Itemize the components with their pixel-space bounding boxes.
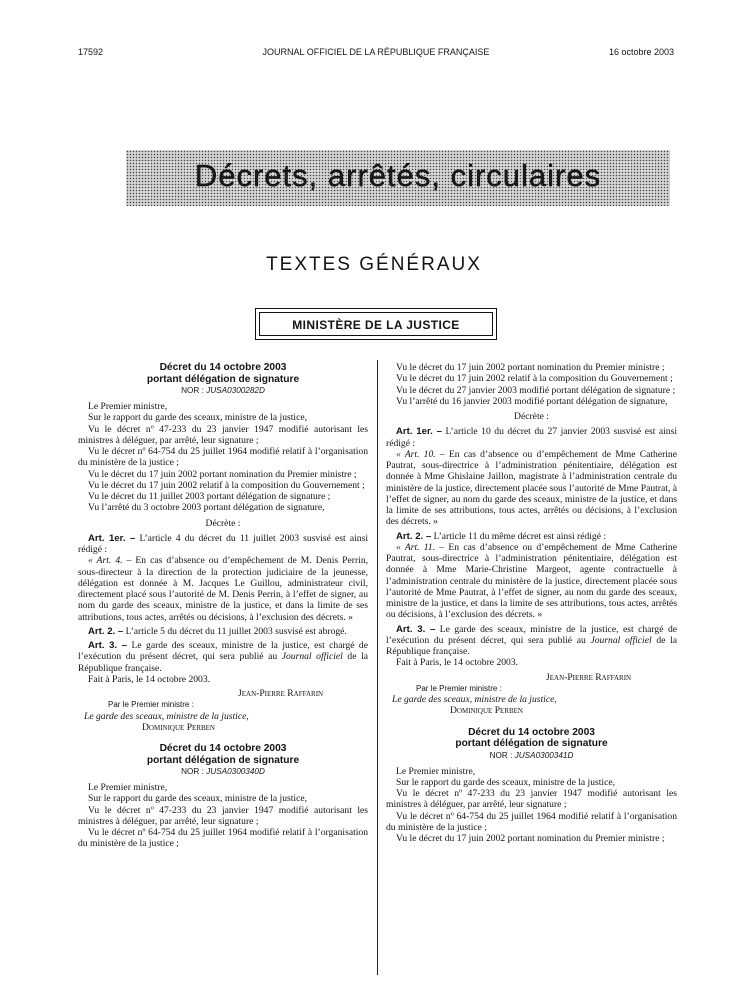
nor-reference xyxy=(386,750,677,762)
ministry-title: MINISTÈRE DE LA JUSTICE xyxy=(292,318,460,332)
banner-title: Décrets, arrêtés, circulaires xyxy=(194,158,602,193)
article-quote xyxy=(386,542,677,621)
article-label: Art. 1er. – xyxy=(88,532,136,544)
decree-intro: Le Premier ministre, xyxy=(88,401,168,412)
nor-label: NOR : xyxy=(181,386,204,395)
visa: Vu le décret nº 64-754 du 25 juillet 1964 modifié relatif à l’organisation du ministère de la justice ; xyxy=(78,446,368,469)
left-column xyxy=(78,362,368,850)
running-header xyxy=(78,47,674,61)
article-3 xyxy=(386,624,677,658)
article-text: L’article 5 du décret du 11 juillet 2003 susvisé est abrogé. xyxy=(125,625,347,637)
article-text: L’article 4 du décret du 11 juillet 2003 susvisé est ainsi rédigé : xyxy=(78,532,368,555)
minister-name: Dominique Perben xyxy=(450,705,523,717)
section-title: TEXTES GÉNÉRAUX xyxy=(266,254,482,275)
visa: Vu le décret du 17 juin 2002 relatif à la composition du Gouvernement ; xyxy=(88,479,365,491)
visa: Vu le décret nº 47-233 du 23 janvier 1947 modifié autorisant les ministres à déléguer, par arrêté, leur signature ; xyxy=(78,804,368,827)
nor-reference xyxy=(78,385,368,397)
journal-name: Journal officiel xyxy=(590,634,652,646)
decree-3 xyxy=(386,727,677,845)
decree-1 xyxy=(78,362,368,733)
article-text: de la République française. xyxy=(386,634,677,657)
article-quote xyxy=(386,449,677,528)
article-3 xyxy=(78,640,368,674)
section-banner xyxy=(126,150,670,206)
decree-2-continued xyxy=(386,362,677,717)
article-1 xyxy=(78,533,368,556)
ministry-box xyxy=(255,308,497,340)
minister-name: Dominique Perben xyxy=(142,721,215,733)
article-label: Art. 2. – xyxy=(88,625,124,637)
article-text: L’article 10 du décret du 27 janvier 2003 susvisé est ainsi rédigé : xyxy=(386,426,678,449)
decree-intro: Le Premier ministre, xyxy=(88,782,168,793)
quote-label: « Art. 11. – xyxy=(396,541,445,553)
visa: Vu le décret nº 64-754 du 25 juillet 1964 modifié relatif à l’organisation du ministère de la justice ; xyxy=(386,810,677,833)
page-number: 17592 xyxy=(78,47,104,57)
decree-title-line1: Décret du 14 octobre 2003 xyxy=(159,362,287,373)
nor-code: JUSA0300282D xyxy=(206,386,265,395)
visa: Vu le décret du 17 juin 2002 relatif à la composition du Gouvernement ; xyxy=(396,373,673,385)
quote-label: « Art. 4. – xyxy=(88,555,132,567)
decree-title-line2: portant délégation de signature xyxy=(455,738,608,749)
decree-title-line1: Décret du 14 octobre 2003 xyxy=(159,743,287,754)
signature: Jean-Pierre Raffarin xyxy=(546,671,632,683)
article-2 xyxy=(386,531,677,542)
right-column xyxy=(386,362,677,844)
article-label: Art. 1er. – xyxy=(396,426,442,438)
article-quote xyxy=(78,555,368,623)
done-at: Fait à Paris, le 14 octobre 2003. xyxy=(396,657,519,669)
visa: Vu l’arrêté du 16 janvier 2003 modifié portant délégation de signature, xyxy=(396,395,668,407)
article-label: Art. 3. – xyxy=(88,640,128,651)
nor-code: JUSA0300340D xyxy=(206,767,265,776)
nor-label: NOR : xyxy=(489,750,513,760)
visa: Vu le décret du 17 juin 2002 portant nomination du Premier ministre ; xyxy=(88,468,357,480)
decrete-label: Décrète : xyxy=(205,517,241,529)
decree-title-line2: portant délégation de signature xyxy=(146,373,300,385)
quote-label: « Art. 10. – xyxy=(396,448,445,460)
visa: Vu le décret nº 47-233 du 23 janvier 1947 modifié autorisant les ministres à déléguer, par arrêté, leur signature ; xyxy=(386,788,677,811)
visa: Vu le décret du 17 juin 2002 portant nomination du Premier ministre ; xyxy=(396,833,665,844)
nor-code: JUSA0300341D xyxy=(514,750,574,760)
decree-intro: Le Premier ministre, xyxy=(396,765,476,777)
quote-text: En cas d’absence ou d’empêchement de M. Denis Perrin, sous-directeur à la direction de la protection judiciaire de la jeunesse, délégation est donnée à M. Jacques Le Guillou, administrateur civil, directement placé sous l’autorité de M. Denis Perrin, à l’effet de signer, au nom du garde des sceaux, ministre de la justice, et dans la limite de ses attributions, tous actes, arrêtés ou décisions, à l’exclusion des décrets. » xyxy=(78,555,369,623)
by-prime-minister: Par le Premier ministre : xyxy=(108,700,194,710)
column-divider xyxy=(377,360,378,975)
visa: Vu le décret du 11 juillet 2003 portant délégation de signature ; xyxy=(88,491,331,502)
quote-text: En cas d’absence ou d’empêchement de Mme Catherine Pautrat, sous-directrice à l’administration pénitentiaire, délégation est donnée à Mme Marie-Christine Margeot, agente contractuelle à l’administration centrale du ministère de la justice, directement placée sous l’autorité de Mme Pautrat, à l’effet de signer, au nom du garde des sceaux, ministre de la justice, et dans la limite de ses attributions, tous actes, arrêtés ou décisions, à l’exclusion des décrets. » xyxy=(386,541,677,621)
minister-title: Le garde des sceaux, ministre de la justice, xyxy=(84,710,249,722)
article-text: de la République française. xyxy=(78,651,368,674)
journal-name: Journal officiel xyxy=(281,651,343,663)
decrete-label: Décrète : xyxy=(514,411,549,422)
visa: Vu le décret du 17 juin 2002 portant nomination du Premier ministre ; xyxy=(396,362,665,373)
article-2 xyxy=(78,626,368,637)
visa: Vu le décret nº 47-233 du 23 janvier 1947 modifié autorisant les ministres à déléguer, par arrêté, leur signature ; xyxy=(78,423,368,446)
journal-title: JOURNAL OFFICIEL DE LA RÉPUBLIQUE FRANÇAISE xyxy=(262,47,490,57)
issue-date: 16 octobre 2003 xyxy=(608,47,674,57)
visa: Vu le décret du 27 janvier 2003 modifié portant délégation de signature ; xyxy=(396,384,676,396)
ministry-box-inner xyxy=(259,312,493,336)
decree-title-line2: portant délégation de signature xyxy=(146,754,300,766)
visa: Sur le rapport du garde des sceaux, ministre de la justice, xyxy=(88,793,307,805)
article-label: Art. 3. – xyxy=(396,623,436,635)
visa: Sur le rapport du garde des sceaux, ministre de la justice, xyxy=(396,776,615,788)
article-1 xyxy=(386,426,677,449)
quote-text: En cas d’absence ou d’empêchement de Mme Catherine Pautrat, sous-directrice à l’administration pénitentiaire, délégation est donnée à Mme Ghislaine Jaillon, magistrate à l’administration centrale du ministère de la justice, directement placée sous l’autorité de Mme Pautrat, à l’effet de signer, au nom du garde des sceaux, ministre de la justice, et dans la limite de ses attributions, tous actes, arrêtés ou décisions, à l’exclusion des décrets. » xyxy=(386,448,677,528)
visa: Vu l’arrêté du 3 octobre 2003 portant délégation de signature, xyxy=(88,502,325,514)
done-at: Fait à Paris, le 14 octobre 2003. xyxy=(88,673,211,685)
nor-label: NOR : xyxy=(181,767,204,776)
nor-reference xyxy=(78,766,368,778)
article-text: Le garde des sceaux, ministre de la justice, est chargé de l’exécution du présent décret, qui sera publié au xyxy=(78,640,368,663)
by-prime-minister: Par le Premier ministre : xyxy=(416,683,502,693)
article-text: Le garde des sceaux, ministre de la justice, est chargé de l’exécution du présent décret, qui sera publié au xyxy=(386,623,677,646)
article-text: L’article 11 du même décret est ainsi rédigé : xyxy=(433,530,607,542)
signature: Jean-Pierre Raffarin xyxy=(238,688,324,699)
decree-title-line1: Décret du 14 octobre 2003 xyxy=(468,726,595,738)
minister-title: Le garde des sceaux, ministre de la justice, xyxy=(392,694,557,705)
visa: Sur le rapport du garde des sceaux, ministre de la justice, xyxy=(88,412,307,424)
decree-2 xyxy=(78,743,368,850)
article-label: Art. 2. – xyxy=(396,530,432,542)
visa: Vu le décret nº 64-754 du 25 juillet 1964 modifié relatif à l’organisation du ministère de la justice ; xyxy=(78,827,368,850)
